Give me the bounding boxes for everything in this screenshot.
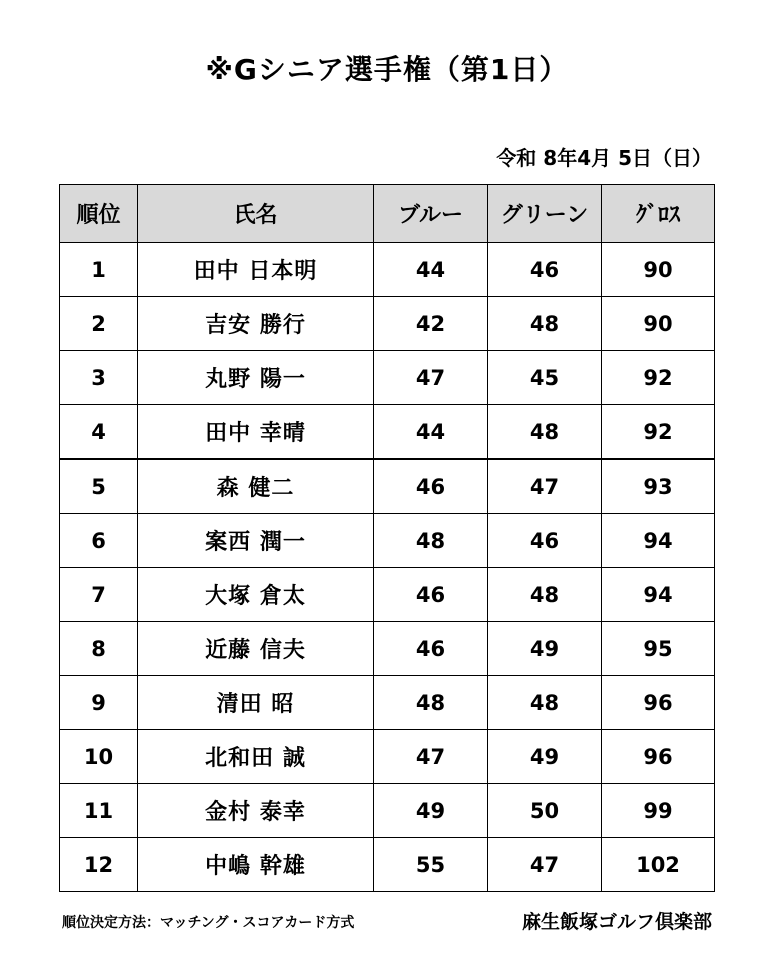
name-cell: 丸野 陽一: [138, 351, 374, 405]
blue-score-cell: 48: [374, 514, 488, 568]
rank-cell: 10: [60, 730, 138, 784]
blue-score-cell: 46: [374, 622, 488, 676]
table-row: [60, 351, 715, 405]
header-gross: ｸﾞﾛｽ: [602, 185, 715, 243]
gross-score-cell: 93: [602, 459, 715, 514]
green-score-cell: 46: [488, 243, 602, 297]
header-rank: 順位: [60, 185, 138, 243]
rank-cell: 9: [60, 676, 138, 730]
header-name: 氏名: [138, 185, 374, 243]
page-title: ※Gシニア選手権（第1日）: [205, 53, 569, 86]
results-table: [59, 184, 715, 892]
gross-score-cell: 99: [602, 784, 715, 838]
ranking-method-note: 順位決定方法：マッチング・スコアカード方式: [62, 915, 355, 931]
rank-cell: 11: [60, 784, 138, 838]
name-cell: 田中 日本明: [138, 243, 374, 297]
rank-cell: 7: [60, 568, 138, 622]
gross-score-cell: 94: [602, 568, 715, 622]
green-score-cell: 47: [488, 838, 602, 892]
header-blue: ブルー: [374, 185, 488, 243]
blue-score-cell: 46: [374, 459, 488, 514]
blue-score-cell: 44: [374, 243, 488, 297]
table-row: [60, 297, 715, 351]
blue-score-cell: 49: [374, 784, 488, 838]
blue-score-cell: 46: [374, 568, 488, 622]
table-row: [60, 405, 715, 460]
green-score-cell: 48: [488, 676, 602, 730]
name-cell: 案西 潤一: [138, 514, 374, 568]
table-row: [60, 676, 715, 730]
gross-score-cell: 92: [602, 351, 715, 405]
green-score-cell: 48: [488, 297, 602, 351]
header-green: グリーン: [488, 185, 602, 243]
green-score-cell: 47: [488, 459, 602, 514]
green-score-cell: 46: [488, 514, 602, 568]
name-cell: 大塚 倉太: [138, 568, 374, 622]
rank-cell: 2: [60, 297, 138, 351]
rank-cell: 1: [60, 243, 138, 297]
table-row: [60, 622, 715, 676]
table-row: [60, 514, 715, 568]
blue-score-cell: 48: [374, 676, 488, 730]
green-score-cell: 48: [488, 405, 602, 460]
event-date: 令和 8年4月 5日（日）: [496, 146, 712, 170]
blue-score-cell: 42: [374, 297, 488, 351]
table-row: [60, 730, 715, 784]
name-cell: 吉安 勝行: [138, 297, 374, 351]
name-cell: 森 健二: [138, 459, 374, 514]
green-score-cell: 48: [488, 568, 602, 622]
gross-score-cell: 102: [602, 838, 715, 892]
gross-score-cell: 92: [602, 405, 715, 460]
table-row: [60, 784, 715, 838]
gross-score-cell: 90: [602, 297, 715, 351]
table-row: [60, 568, 715, 622]
name-cell: 中嶋 幹雄: [138, 838, 374, 892]
green-score-cell: 49: [488, 730, 602, 784]
rank-cell: 3: [60, 351, 138, 405]
green-score-cell: 49: [488, 622, 602, 676]
rank-cell: 5: [60, 459, 138, 514]
name-cell: 北和田 誠: [138, 730, 374, 784]
name-cell: 田中 幸晴: [138, 405, 374, 460]
gross-score-cell: 96: [602, 676, 715, 730]
name-cell: 近藤 信夫: [138, 622, 374, 676]
blue-score-cell: 44: [374, 405, 488, 460]
table-row: [60, 459, 715, 514]
green-score-cell: 45: [488, 351, 602, 405]
table-header-row: [60, 185, 715, 243]
rank-cell: 4: [60, 405, 138, 460]
gross-score-cell: 95: [602, 622, 715, 676]
gross-score-cell: 90: [602, 243, 715, 297]
club-name: 麻生飯塚ゴルフ倶楽部: [521, 911, 712, 933]
table-row: [60, 838, 715, 892]
blue-score-cell: 47: [374, 351, 488, 405]
green-score-cell: 50: [488, 784, 602, 838]
name-cell: 清田 昭: [138, 676, 374, 730]
gross-score-cell: 94: [602, 514, 715, 568]
name-cell: 金村 泰幸: [138, 784, 374, 838]
gross-score-cell: 96: [602, 730, 715, 784]
blue-score-cell: 55: [374, 838, 488, 892]
rank-cell: 12: [60, 838, 138, 892]
rank-cell: 6: [60, 514, 138, 568]
table-row: [60, 243, 715, 297]
rank-cell: 8: [60, 622, 138, 676]
blue-score-cell: 47: [374, 730, 488, 784]
